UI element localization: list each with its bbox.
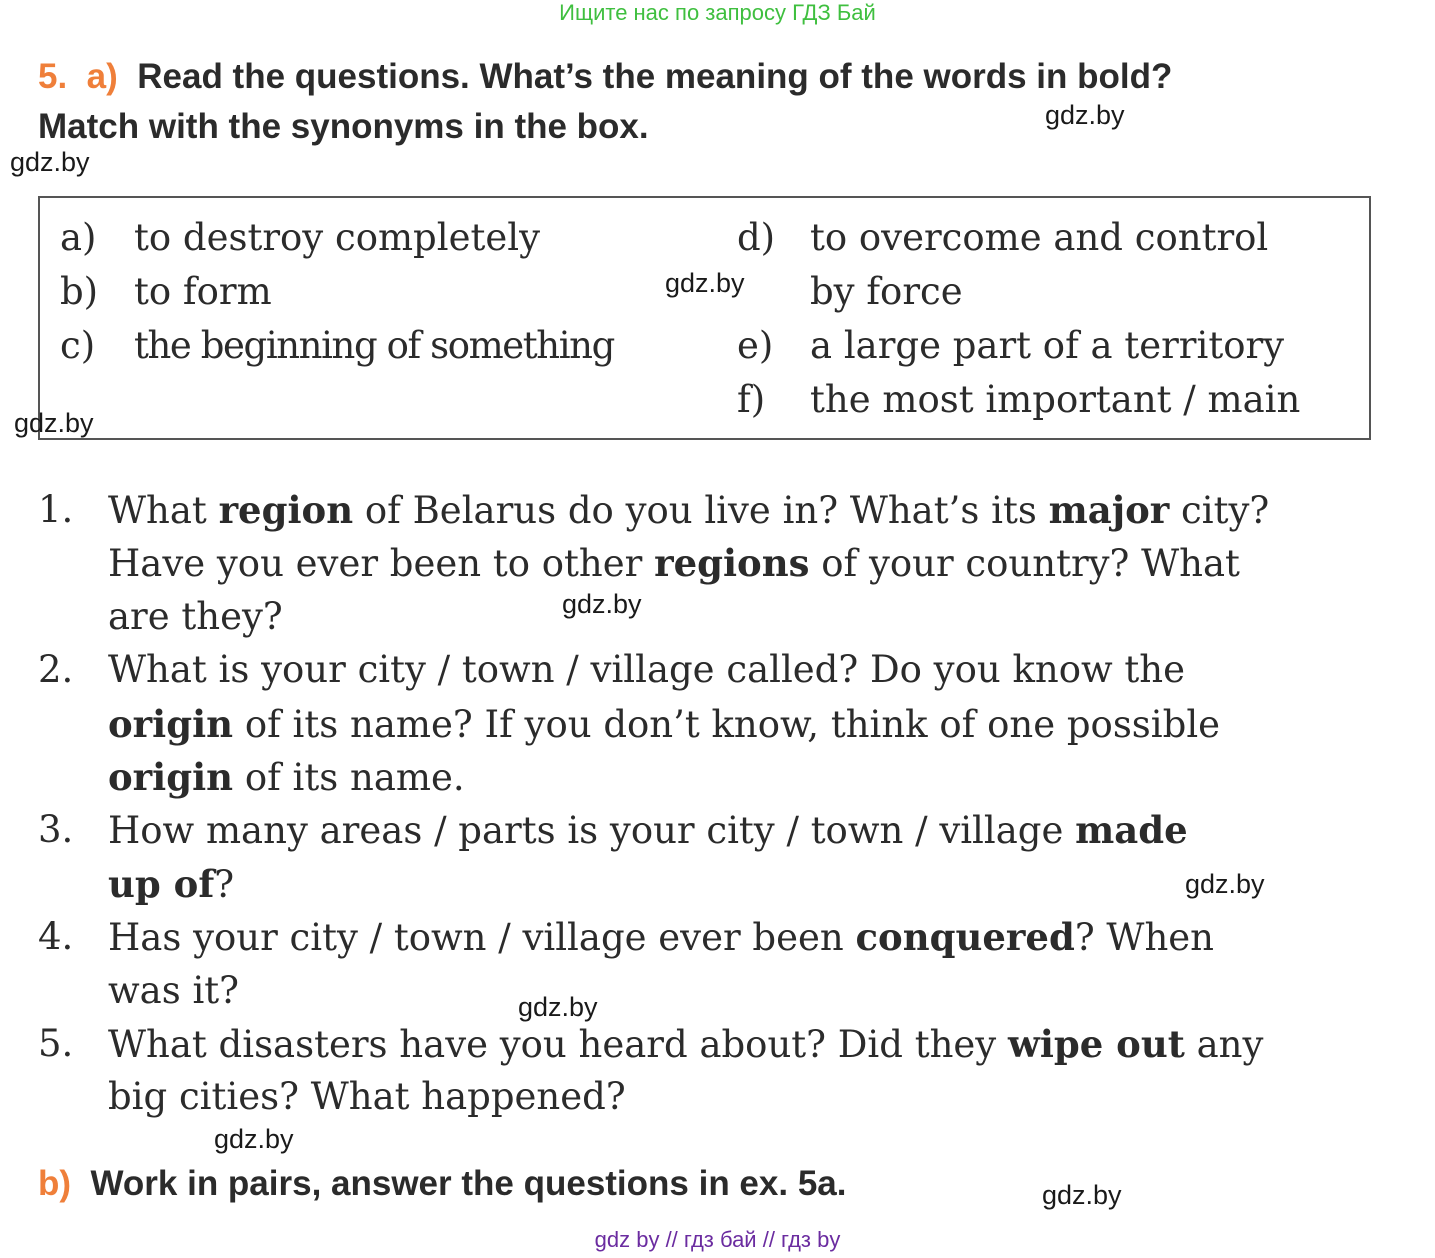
question-number: 5.	[38, 1022, 74, 1065]
question-line	[108, 648, 1185, 691]
watermark: gdz.by	[1045, 100, 1125, 130]
question-line	[108, 862, 234, 906]
option-text-c: the beginning of something	[134, 324, 614, 367]
option-text-a: to destroy completely	[134, 216, 540, 259]
option-text-f: the most important / main	[810, 378, 1301, 421]
option-letter-e: e)	[737, 324, 774, 367]
question-text: big cities? What happened?	[108, 1075, 626, 1119]
bold-word: major	[1048, 488, 1170, 532]
question-text: What is your city / town / village called? Do you know the	[108, 648, 1185, 692]
question-line	[108, 488, 1269, 532]
question-text: of your country? What	[809, 542, 1240, 586]
question-line	[108, 755, 465, 799]
question-line	[108, 595, 283, 638]
option-letter-c: c)	[60, 324, 96, 367]
question-text: any	[1184, 1023, 1264, 1066]
question-line	[108, 702, 1220, 746]
question-text: ? When	[1074, 916, 1215, 960]
option-text-d: to overcome and control	[810, 216, 1269, 259]
bold-word: origin	[108, 701, 234, 746]
option-letter-f: f)	[737, 378, 766, 421]
question-text: What	[108, 489, 219, 532]
question-text: What disasters have you heard about? Did they	[108, 1023, 1008, 1066]
question-line	[108, 808, 1188, 852]
question-line	[108, 1075, 626, 1118]
watermark: gdz.by	[1042, 1180, 1122, 1210]
question-number: 2.	[38, 648, 74, 692]
watermark: gdz.by	[562, 589, 642, 619]
exercise-number: 5.	[38, 57, 68, 96]
question-number: 3.	[38, 808, 74, 852]
bold-word: regions	[654, 541, 810, 586]
watermark: gdz.by	[214, 1124, 294, 1154]
part-b-label: b)	[38, 1164, 72, 1203]
option-text-b: to form	[134, 270, 272, 313]
top-banner: Ищите нас по запросу ГДЗ Бай	[559, 0, 876, 25]
bold-word: origin	[108, 755, 234, 799]
question-text: of its name? If you don’t know, think of one possible	[233, 702, 1221, 746]
footer: gdz by // гдз бай // гдз by	[594, 1227, 841, 1252]
watermark: gdz.by	[518, 992, 598, 1022]
question-text: are they?	[108, 594, 283, 638]
question-text: How many areas / parts is your city / town / village	[108, 809, 1076, 853]
question-number: 4.	[38, 915, 74, 959]
question-text: Have you ever been to other	[108, 542, 655, 586]
watermark: gdz.by	[14, 408, 94, 438]
bold-word: wipe out	[1007, 1022, 1185, 1066]
option-text-d-continued: by force	[810, 270, 963, 313]
option-letter-a: a)	[60, 216, 97, 259]
question-text: ?	[214, 862, 235, 906]
question-text: was it?	[108, 968, 240, 1012]
bold-word: made	[1075, 808, 1188, 853]
option-letter-d: d)	[737, 216, 776, 259]
bold-word: region	[218, 488, 354, 532]
question-number: 1.	[38, 488, 74, 531]
question-text: of its name.	[233, 756, 465, 799]
instruction-line-1: Read the questions. What’s the meaning of the words in bold?	[137, 57, 1173, 96]
bold-word: conquered	[855, 915, 1075, 960]
question-line	[108, 915, 1214, 959]
watermark: gdz.by	[10, 147, 90, 177]
option-text-e: a large part of a territory	[810, 324, 1285, 367]
question-text: of Belarus do you live in? What’s its	[353, 489, 1049, 532]
option-letter-b: b)	[60, 270, 99, 313]
watermark: gdz.by	[665, 268, 745, 298]
question-line	[108, 969, 239, 1012]
question-text: Has your city / town / village ever been	[108, 916, 856, 960]
part-a-label: a)	[86, 57, 118, 96]
part-b-instruction: Work in pairs, answer the questions in ex. 5a.	[90, 1164, 847, 1203]
exercise-heading	[38, 57, 1172, 97]
part-b	[38, 1164, 846, 1204]
bold-word: up of	[108, 861, 215, 906]
watermark: gdz.by	[1185, 869, 1265, 899]
question-text: city?	[1169, 489, 1270, 532]
question-line	[108, 1022, 1263, 1066]
instruction-line-2: Match with the synonyms in the box.	[38, 107, 649, 146]
question-line	[108, 541, 1240, 585]
